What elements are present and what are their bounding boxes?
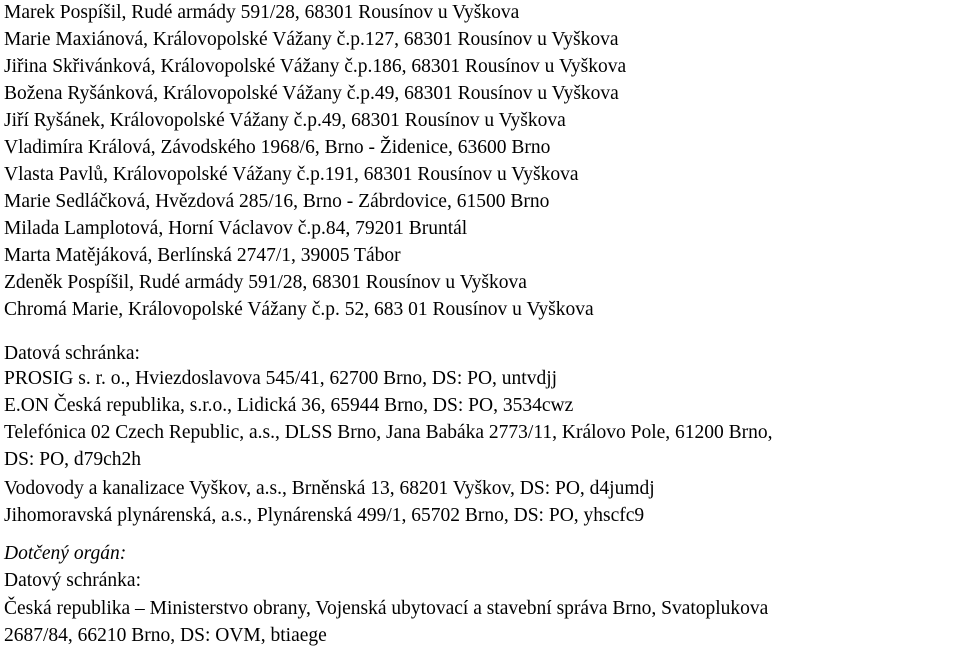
authority-subheading: Datový schránka:	[4, 570, 141, 591]
participant-line: Marek Pospíšil, Rudé armády 591/28, 68301 Rousínov u Vyškova	[4, 2, 520, 23]
participant-line: Jiří Ryšánek, Královopolské Vážany č.p.49, 68301 Rousínov u Vyškova	[4, 110, 566, 131]
participant-line: Jiřina Skřivánková, Královopolské Vážany č.p.186, 68301 Rousínov u Vyškova	[4, 56, 627, 77]
databox-line: Telefónica 02 Czech Republic, a.s., DLSS Brno, Jana Babáka 2773/11, Královo Pole, 61200 Brno,	[4, 422, 773, 443]
authority-line: Česká republika – Ministerstvo obrany, Vojenská ubytovací a stavební správa Brno, Svatoplukova	[4, 598, 769, 619]
databox-line: Vodovody a kanalizace Vyškov, a.s., Brněnská 13, 68201 Vyškov, DS: PO, d4jumdj	[4, 478, 655, 499]
authority-heading: Dotčený orgán:	[4, 543, 127, 564]
participant-line: Marie Sedláčková, Hvězdová 285/16, Brno - Zábrdovice, 61500 Brno	[4, 191, 550, 212]
databox-line: E.ON Česká republika, s.r.o., Lidická 36, 65944 Brno, DS: PO, 3534cwz	[4, 395, 574, 416]
databox-line: PROSIG s. r. o., Hviezdoslavova 545/41, 62700 Brno, DS: PO, untvdjj	[4, 368, 558, 389]
participant-line: Marta Matějáková, Berlínská 2747/1, 39005 Tábor	[4, 245, 401, 266]
participant-line: Vladimíra Králová, Závodského 1968/6, Brno - Židenice, 63600 Brno	[4, 137, 551, 158]
databox-heading: Datová schránka:	[4, 343, 140, 364]
participant-line: Chromá Marie, Královopolské Vážany č.p. 52, 683 01 Rousínov u Vyškova	[4, 299, 594, 320]
participant-line: Marie Maxiánová, Královopolské Vážany č.p.127, 68301 Rousínov u Vyškova	[4, 29, 619, 50]
databox-line: Jihomoravská plynárenská, a.s., Plynárenská 499/1, 65702 Brno, DS: PO, yhscfc9	[4, 505, 645, 526]
databox-line: DS: PO, d79ch2h	[4, 449, 142, 470]
participant-line: Božena Ryšánková, Královopolské Vážany č.p.49, 68301 Rousínov u Vyškova	[4, 83, 619, 104]
participant-line: Milada Lamplotová, Horní Václavov č.p.84, 79201 Bruntál	[4, 218, 468, 239]
participant-line: Zdeněk Pospíšil, Rudé armády 591/28, 68301 Rousínov u Vyškova	[4, 272, 527, 293]
participant-line: Vlasta Pavlů, Královopolské Vážany č.p.191, 68301 Rousínov u Vyškova	[4, 164, 579, 185]
authority-line: 2687/84, 66210 Brno, DS: OVM, btiaege	[4, 625, 327, 646]
